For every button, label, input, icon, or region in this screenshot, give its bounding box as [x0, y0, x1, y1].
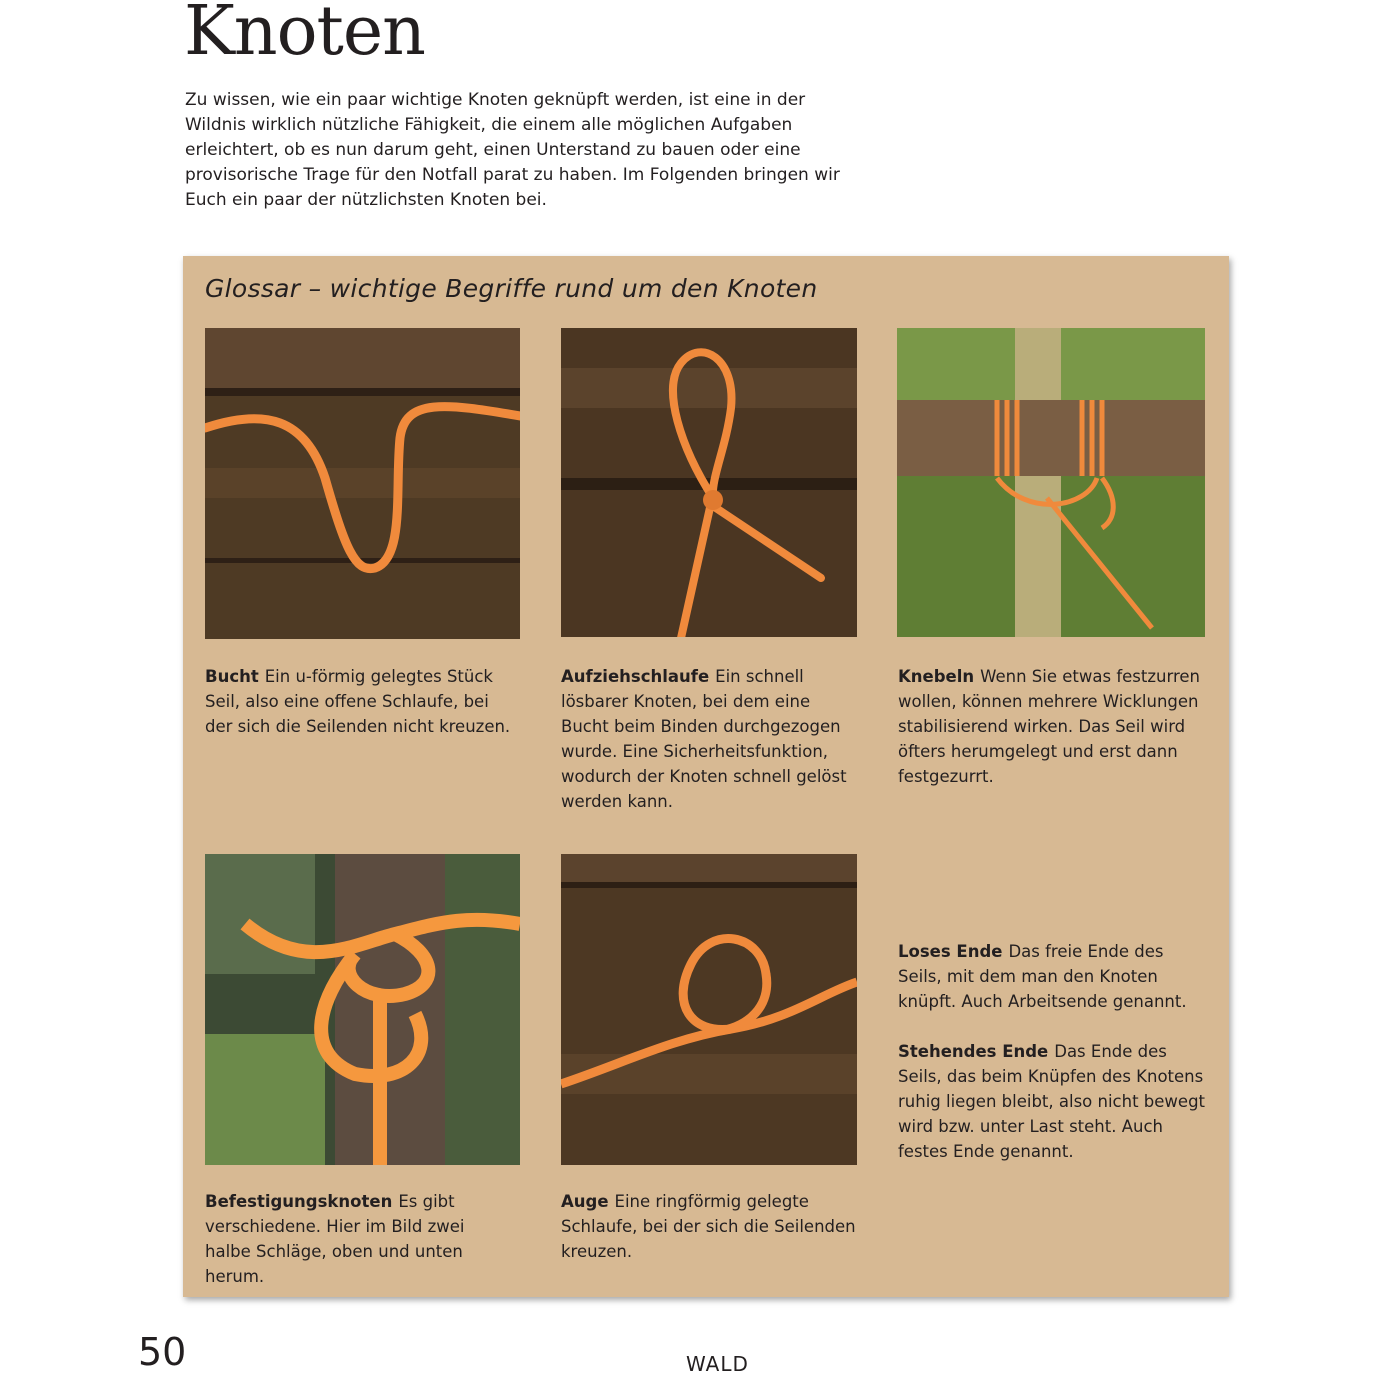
page-title: Knoten — [184, 0, 425, 71]
glossary-entry-befestigungsknoten — [205, 1189, 505, 1289]
section-label: WALD — [686, 1352, 749, 1376]
glossary-entry-loses-ende — [898, 939, 1204, 1014]
glossary-heading: Glossar – wichtige Begriffe rund um den Knoten — [205, 274, 818, 303]
page-number: 50 — [138, 1330, 187, 1374]
glossary-text: Das Ende des Seils, das beim Knüpfen des Knotens ruhig liegen bleibt, also nicht bewegt wird bzw. unter Last steht. Auch festes Ende genannt. — [898, 1042, 1206, 1161]
glossary-term: Befestigungsknoten — [205, 1192, 393, 1211]
photo-aufziehschlaufe — [561, 328, 857, 637]
glossary-term: Loses Ende — [898, 942, 1003, 961]
glossary-text: Ein schnell lösbarer Knoten, bei dem eine Bucht beim Binden durchgezogen wurde. Eine Sicherheitsfunktion, wodurch der Knoten schnell gelöst werden kann. — [561, 667, 847, 811]
glossary-term: Auge — [561, 1192, 609, 1211]
glossary-text: Ein u-förmig gelegtes Stück Seil, also eine offene Schlaufe, bei der sich die Seilenden nicht kreuzen. — [205, 667, 511, 736]
glossary-term: Bucht — [205, 667, 259, 686]
photo-auge — [561, 854, 857, 1165]
glossary-entry-bucht — [205, 664, 520, 739]
glossary-entry-auge — [561, 1189, 857, 1264]
photo-befestigungsknoten — [205, 854, 520, 1165]
glossary-text: Eine ringförmig gelegte Schlaufe, bei der sich die Seilenden kreuzen. — [561, 1192, 856, 1261]
glossary-text: Das freie Ende des Seils, mit dem man den Knoten knüpft. Auch Arbeitsende genannt. — [898, 942, 1187, 1011]
glossary-entry-knebeln — [898, 664, 1204, 789]
glossary-entry-stehendes-ende — [898, 1039, 1208, 1164]
glossary-text: Es gibt verschiedene. Hier im Bild zwei halbe Schläge, oben und unten herum. — [205, 1192, 465, 1286]
glossary-term: Stehendes Ende — [898, 1042, 1049, 1061]
glossary-term: Aufziehschlaufe — [561, 667, 710, 686]
glossary-panel — [183, 256, 1229, 1297]
glossary-term: Knebeln — [898, 667, 975, 686]
glossary-text: Wenn Sie etwas festzurren wollen, können mehrere Wicklungen stabilisierend wirken. Das Seil wird öfters herumgelegt und erst dann festgezurrt. — [898, 667, 1200, 786]
photo-bucht — [205, 328, 520, 639]
photo-knebeln — [897, 328, 1205, 637]
glossary-entry-aufziehschlaufe — [561, 664, 861, 814]
intro-paragraph: Zu wissen, wie ein paar wichtige Knoten geknüpft werden, ist eine in der Wildnis wirklich nützliche Fähigkeit, die einem alle möglichen Aufgaben erleichtert, ob es nun darum geht, einen Unterstand zu bauen oder eine provisorische Trage für den Notfall parat zu haben. Im Folgenden bringen wir Euch ein paar der nützlichsten Knoten bei. — [185, 90, 840, 210]
